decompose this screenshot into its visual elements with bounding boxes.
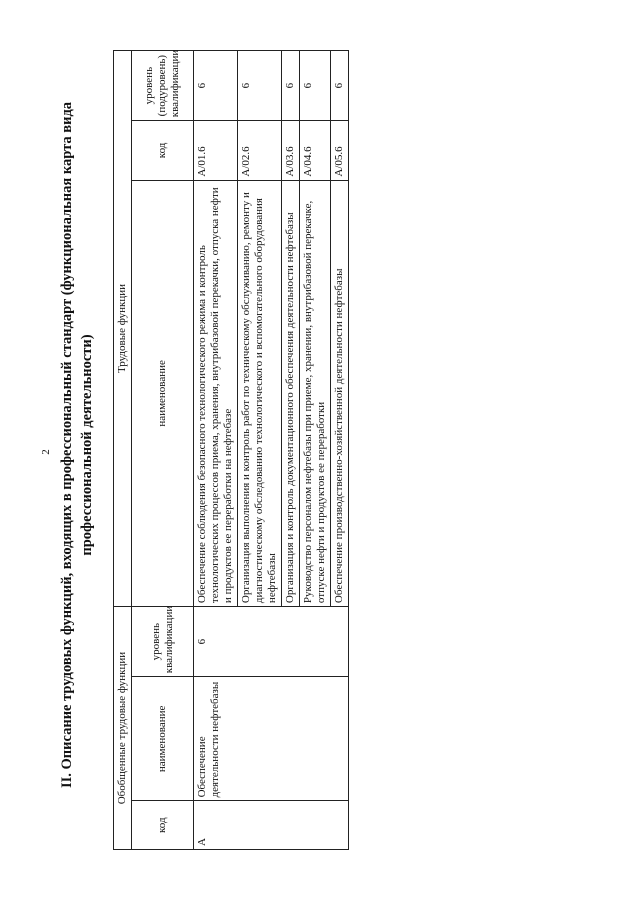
labor-function-level: 6 (331, 51, 349, 121)
code-column-header: код (132, 801, 194, 850)
generalized-function-name: Обеспечение деятельности нефтебазы (194, 677, 349, 801)
column-header-row (132, 51, 194, 850)
generalized-function-code: А (194, 801, 349, 850)
functional-map-table (113, 50, 349, 850)
generalized-function-level: 6 (194, 607, 349, 677)
name-column-header: наименование (132, 677, 194, 801)
labor-function-level: 6 (194, 51, 238, 121)
labor-function-name: Обеспечение соблюдения безопасного технологического режима и контроль технологических процессов приема, хранения, внутрибазовой перекачки, отпуска нефти и продуктов ее переработки на нефтебазе (194, 180, 238, 606)
labor-functions-header: Трудовые функции (114, 51, 132, 607)
labor-function-code: A/02.6 (238, 121, 282, 180)
labor-function-name: Организация и контроль документационного обеспечения деятельности нефтебазы (282, 180, 300, 606)
level-column-header: уровень квалификации (132, 607, 194, 677)
labor-function-code: A/03.6 (282, 121, 300, 180)
labor-function-level: 6 (282, 51, 300, 121)
labor-function-name: Организация выполнения и контроль работ по техническому обслуживанию, ремонту и диагностическому обследованию технологического и вспомогательного оборудования нефтебазы (238, 180, 282, 606)
section-heading-line1: II. Описание трудовых функций, входящих в профессиональный стандарт (функциональная карта вида (59, 101, 75, 789)
page-number: 2 (40, 449, 52, 455)
generalized-functions-header: Обобщенные трудовые функции (114, 607, 132, 850)
labor-function-code: A/04.6 (300, 121, 331, 180)
labor-function-name: Обеспечение производственно-хозяйственной деятельности нефтебазы (331, 180, 349, 606)
labor-function-name: Руководство персоналом нефтебазы при приеме, хранении, внутрибазовой перекачке, отпуске нефти и продуктов ее переработки (300, 180, 331, 606)
labor-function-level: 6 (300, 51, 331, 121)
group-header-row (114, 51, 132, 850)
labor-function-code: A/01.6 (194, 121, 238, 180)
section-heading-line2: профессиональной деятельности) (79, 334, 95, 556)
tf-level-column-header: уровень (подуровень) квалификации (132, 51, 194, 121)
table-row (194, 51, 238, 850)
labor-function-level: 6 (238, 51, 282, 121)
tf-code-column-header: код (132, 121, 194, 180)
labor-function-code: A/05.6 (331, 121, 349, 180)
tf-name-column-header: наименование (132, 180, 194, 606)
